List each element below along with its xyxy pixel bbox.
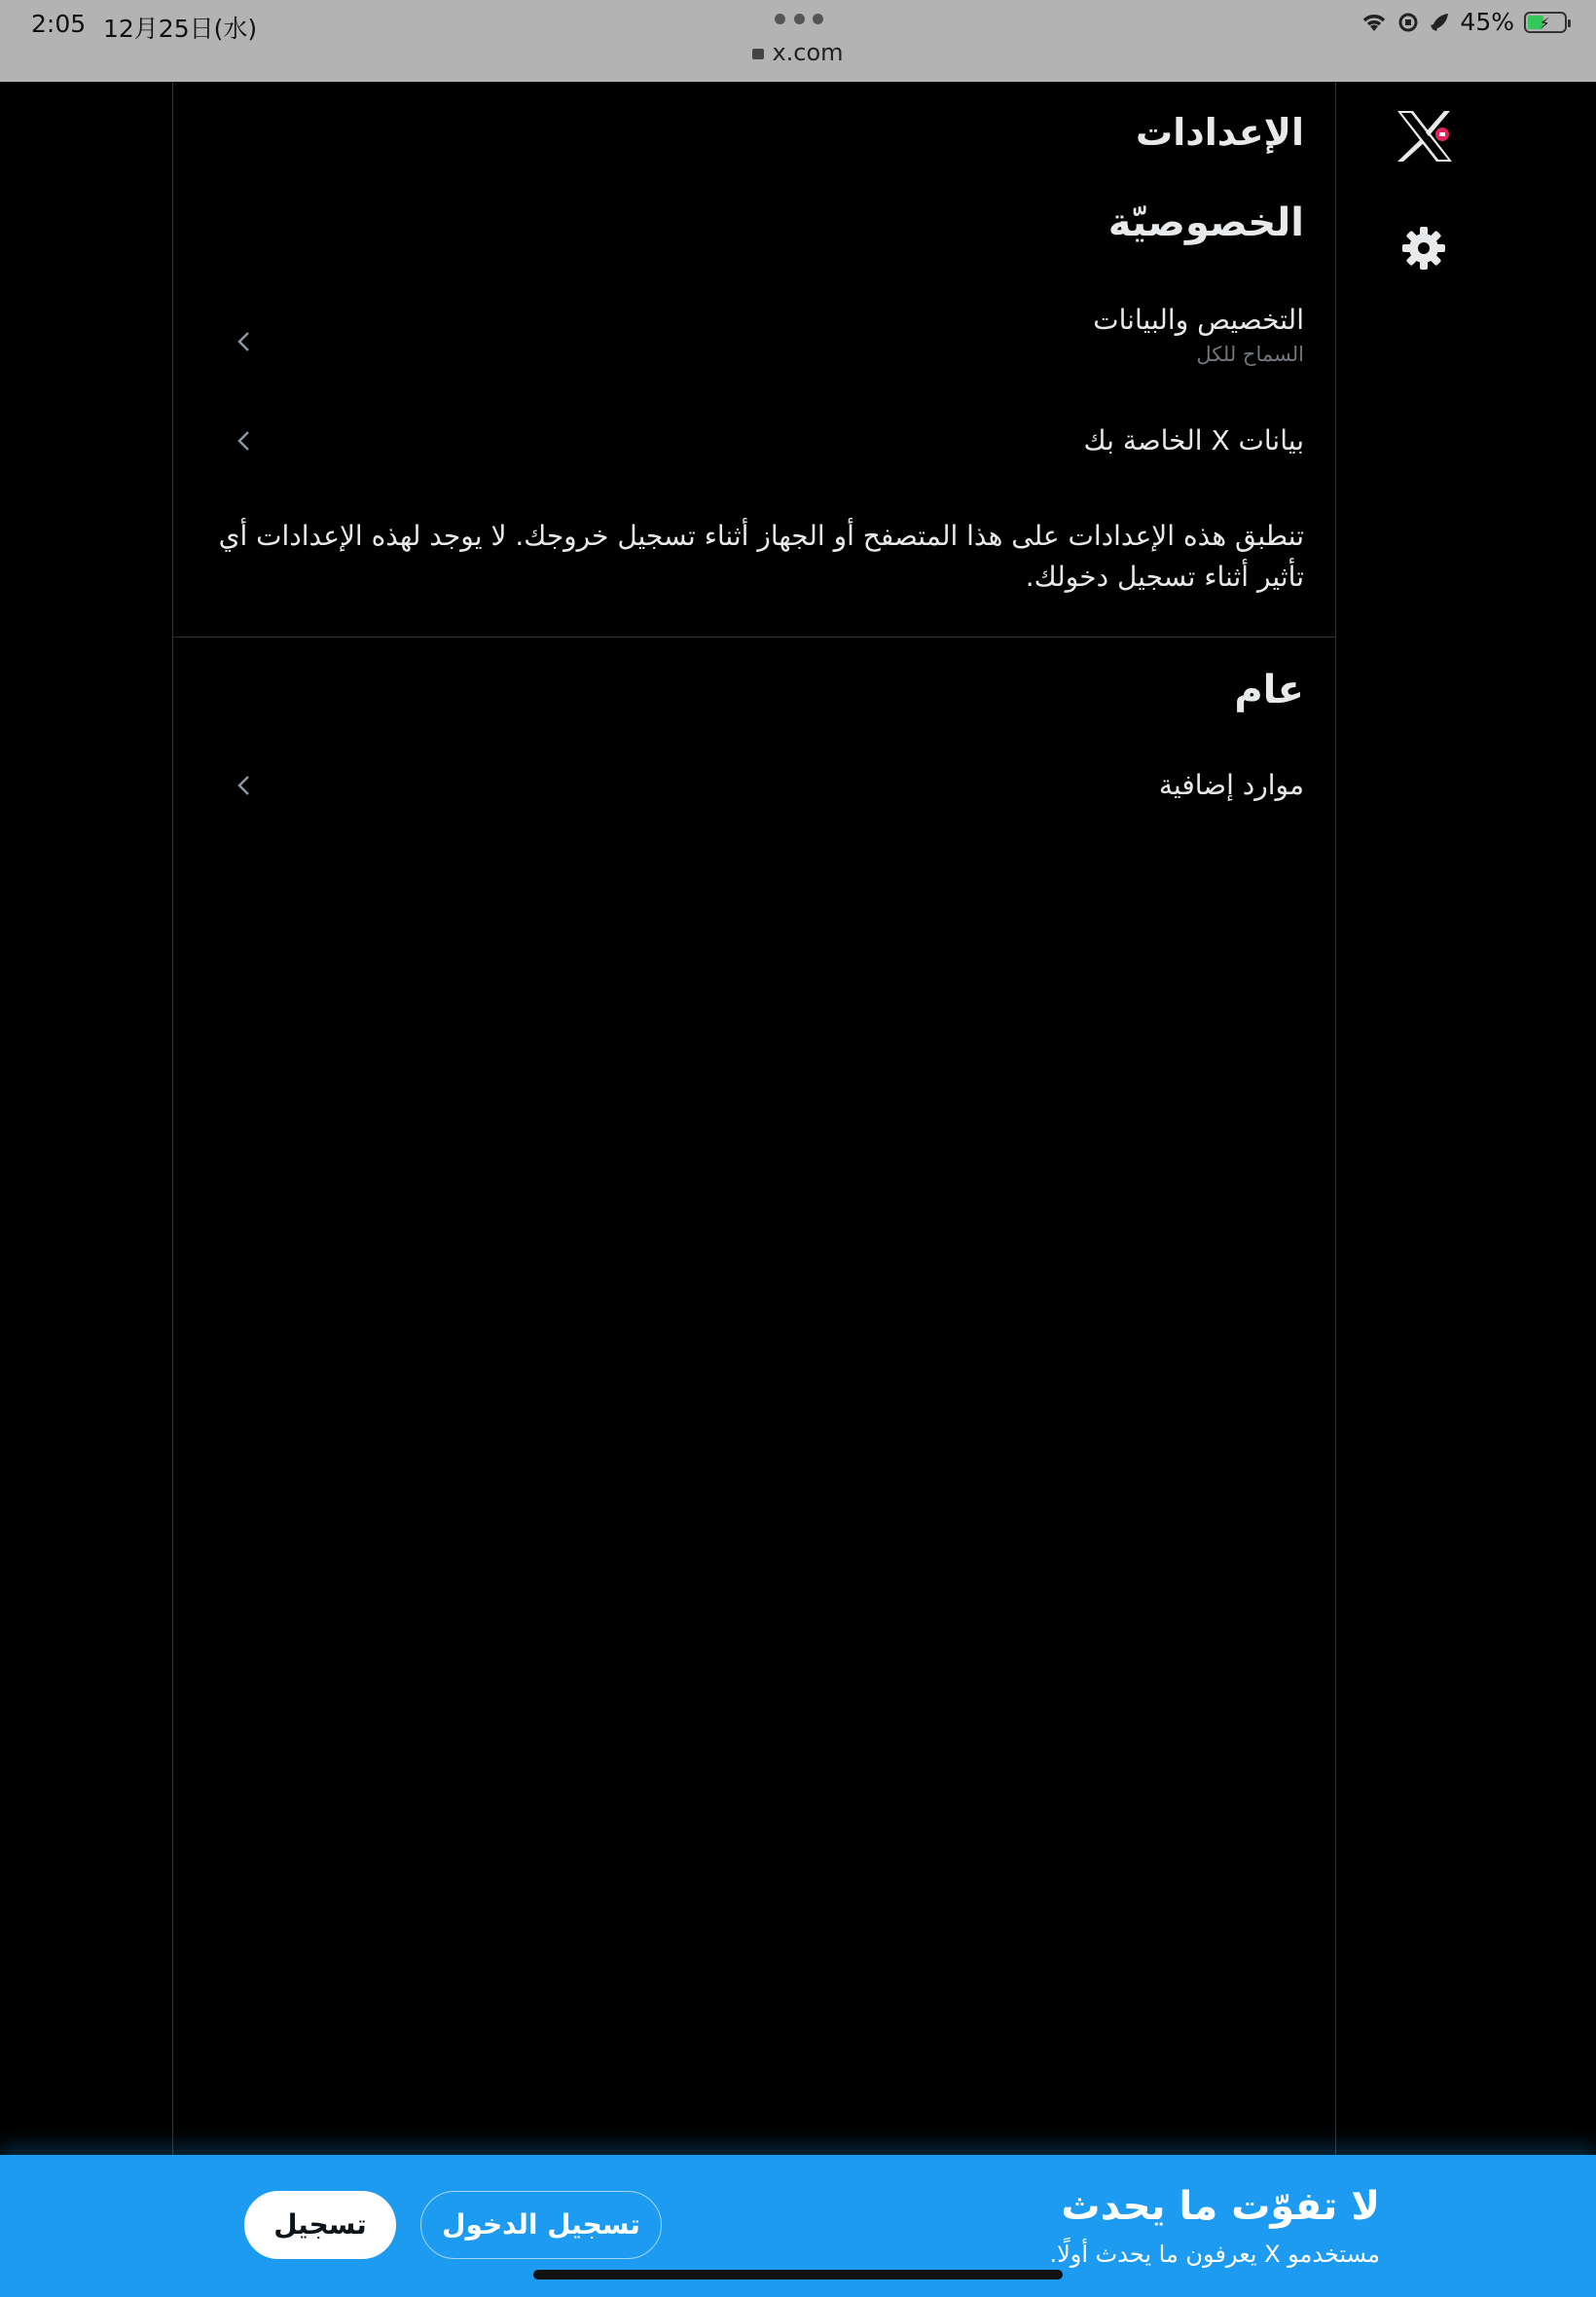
additional-resources-label: موارد إضافية [1158, 769, 1304, 801]
chevron-left-icon [234, 331, 255, 352]
x-logo-icon[interactable] [1394, 109, 1456, 164]
banner-subtitle: مستخدمو X يعرفون ما يحدث أولًا. [1049, 2241, 1380, 2268]
section-divider [173, 637, 1335, 638]
wifi-icon [1360, 12, 1388, 33]
battery-percent: 45% [1460, 8, 1514, 36]
url-text: x.com [772, 39, 844, 66]
rocket-icon [1429, 12, 1450, 33]
personalization-data-item[interactable] [173, 304, 1335, 385]
your-x-data-label: بيانات X الخاصة بك [1083, 424, 1304, 456]
banner-title: لا تفوّت ما يحدث [1061, 2184, 1380, 2229]
status-date: 12月25日(水) [103, 15, 258, 43]
general-heading: عام [1234, 668, 1304, 712]
address-bar[interactable] [0, 39, 1596, 66]
gear-icon[interactable] [1399, 224, 1448, 273]
more-dots-icon[interactable] [775, 14, 823, 27]
status-bar [0, 0, 1596, 82]
signup-button[interactable]: تسجيل [244, 2191, 396, 2259]
your-x-data-item[interactable] [173, 424, 1335, 492]
privacy-heading: الخصوصيّة [1107, 201, 1304, 245]
battery-icon: ⚡ [1524, 12, 1567, 33]
personalization-data-value: السماح للكل [1196, 343, 1304, 366]
personalization-data-label: التخصيص والبيانات [1093, 304, 1304, 336]
lock-icon [752, 49, 764, 59]
chevron-left-icon [234, 430, 255, 452]
logged-out-settings-note: تنطبق هذه الإعدادات على هذا المتصفح أو الجهاز أثناء تسجيل خروجك. لا يوجد لهذه الإعدادات أي تأثير أثناء تسجيل دخولك. [218, 520, 1304, 593]
home-indicator[interactable] [533, 2270, 1063, 2279]
status-time: 2:05 [31, 10, 87, 38]
settings-column [172, 82, 1336, 2155]
orientation-lock-icon [1397, 12, 1419, 33]
additional-resources-item[interactable] [173, 769, 1335, 837]
chevron-left-icon [234, 775, 255, 796]
login-button[interactable]: تسجيل الدخول [420, 2191, 662, 2259]
status-indicators [1360, 8, 1567, 36]
page-title: الإعدادات [1136, 111, 1304, 154]
